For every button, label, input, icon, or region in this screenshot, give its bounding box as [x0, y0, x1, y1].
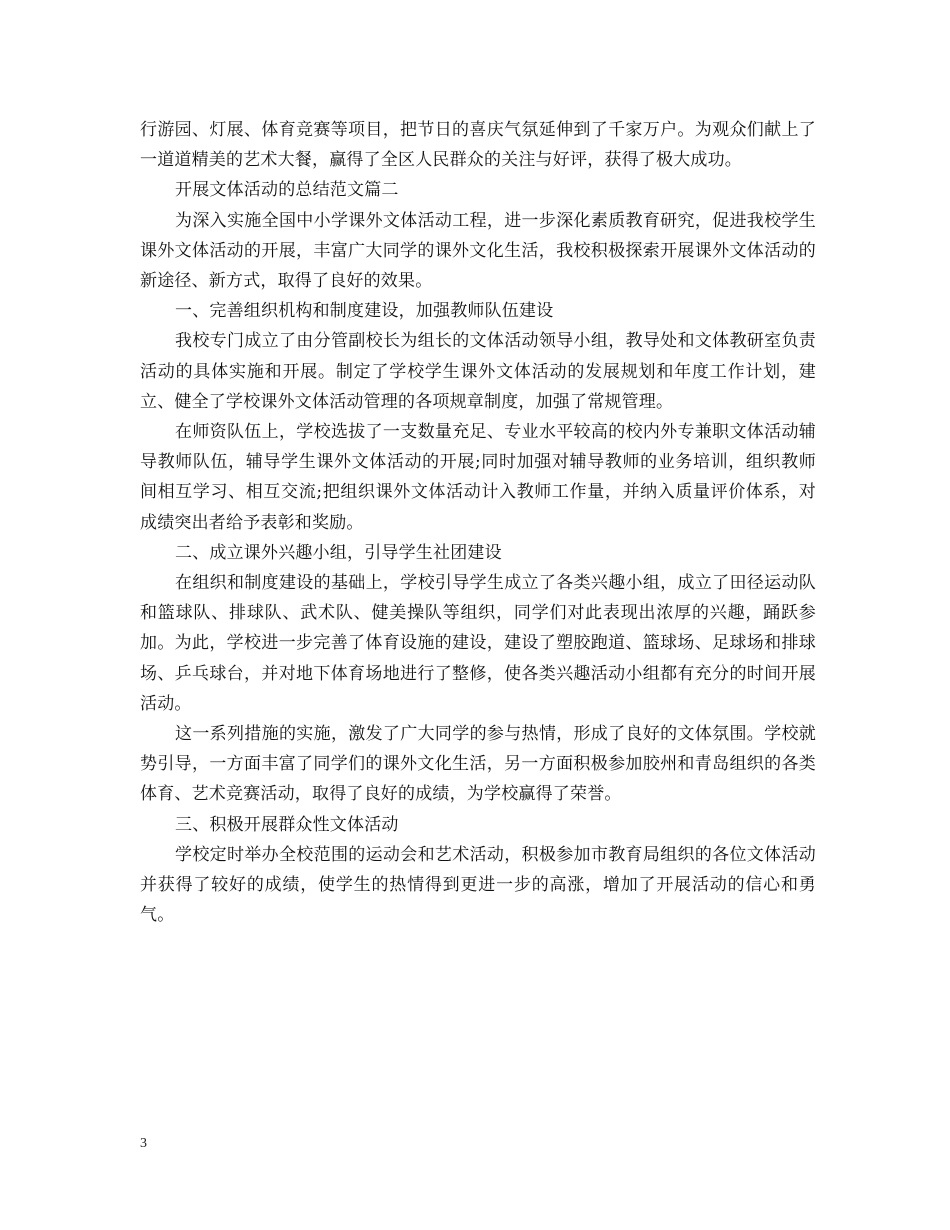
heading-two: 二、成立课外兴趣小组，引导学生社团建设 [175, 542, 502, 563]
paragraph-1: 行游园、灯展、体育竞赛等项目，把节日的喜庆气氛延伸到了千家万户。为观众们献上了一道道精美的艺术大餐，赢得了全区人民群众的关注与好评，获得了极大成功。 [140, 120, 816, 171]
page-number: 3 [140, 1136, 147, 1151]
document-body [140, 115, 816, 930]
heading-three: 三、积极开展群众性文体活动 [175, 814, 399, 835]
paragraph-9: 这一系列措施的实施，激发了广大同学的参与热情，形成了良好的文体氛围。学校就势引导，一方面丰富了同学们的课外文化生活，另一方面积极参加胶州和青岛组织的各类体育、艺术竞赛活动，取得了良好的成绩，为学校赢得了荣誉。 [140, 724, 816, 805]
paragraph-8: 在组织和制度建设的基础上，学校引导学生成立了各类兴趣小组，成立了田径运动队和篮球队、排球队、武术队、健美操队等组织，同学们对此表现出浓厚的兴趣，踊跃参加。为此，学校进一步完善了体育设施的建设，建设了塑胶跑道、篮球场、足球场和排球场、乒乓球台，并对地下体育场地进行了整修，使各类兴趣活动小组都有充分的时间开展活动。 [140, 573, 816, 714]
heading-one: 一、完善组织机构和制度建设，加强教师队伍建设 [175, 301, 554, 322]
paragraph-6: 在师资队伍上，学校选拔了一支数量充足、专业水平较高的校内外专兼职文体活动辅导教师队伍，辅导学生课外文体活动的开展;同时加强对辅导教师的业务培训，组织教师间相互学习、相互交流;把组织课外文体活动计入教师工作量，并纳入质量评价体系，对成绩突出者给予表彰和奖励。 [140, 422, 816, 533]
paragraph-3: 为深入实施全国中小学课外文体活动工程，进一步深化素质教育研究，促进我校学生课外文体活动的开展，丰富广大同学的课外文化生活，我校积极探索开展课外文体活动的新途径、新方式，取得了良好的效果。 [140, 210, 816, 292]
paragraph-11: 学校定时举办全校范围的运动会和艺术活动，积极参加市教育局组织的各位文体活动并获得了较好的成绩，使学生的热情得到更进一步的高涨，增加了开展活动的信心和勇气。 [140, 844, 816, 926]
paragraph-5: 我校专门成立了由分管副校长为组长的文体活动领导小组，教导处和文体教研室负责活动的具体实施和开展。制定了学校学生课外文体活动的发展规划和年度工作计划，建立、健全了学校课外文体活动管理的各项规章制度，加强了常规管理。 [140, 331, 816, 412]
section-title-part-two: 开展文体活动的总结范文篇二 [175, 180, 399, 201]
